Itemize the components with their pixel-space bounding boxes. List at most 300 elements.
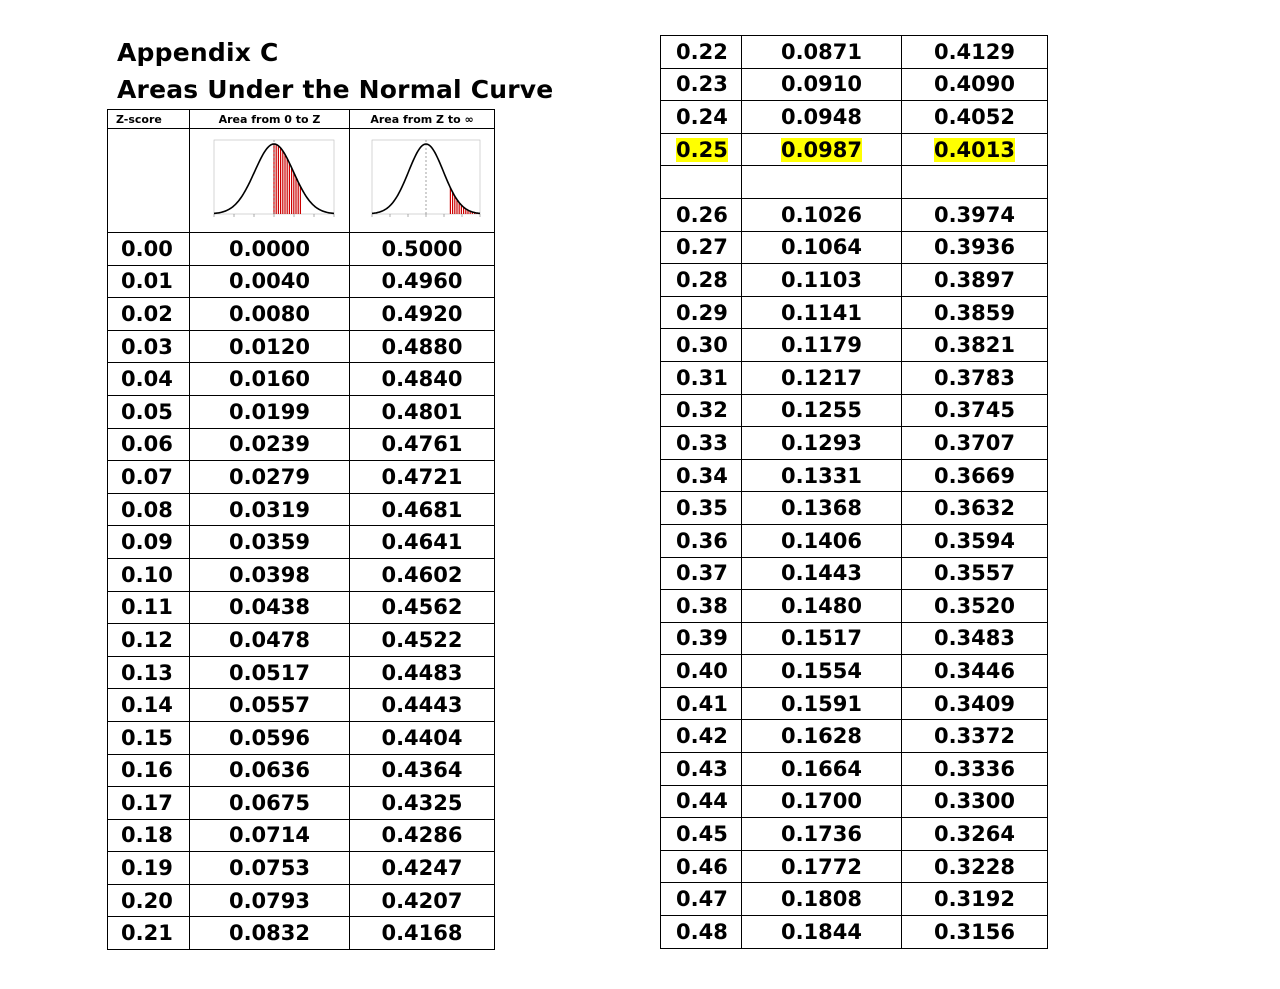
z-table-right	[660, 35, 1048, 949]
cell-value: 0.3372	[933, 724, 1016, 749]
area-0-to-z-cell	[742, 916, 902, 949]
table-row	[661, 427, 1048, 460]
area-z-to-infinity-cell	[902, 524, 1048, 557]
table-row	[661, 231, 1048, 264]
cell-value: 0.1443	[780, 561, 863, 586]
area-0-to-z-cell	[742, 101, 902, 134]
area-z-to-infinity-cell	[902, 394, 1048, 427]
table-row	[108, 656, 495, 689]
area-0-to-z-cell	[742, 231, 902, 264]
table-row	[108, 591, 495, 624]
figure-cell-z-to-infinity	[350, 129, 495, 233]
table-row	[108, 298, 495, 331]
header-area-z-to-infinity: Area from Z to ∞	[350, 110, 495, 129]
z-score-cell	[661, 296, 742, 329]
cell-value: 0.1628	[780, 724, 863, 749]
z-score-cell	[108, 363, 190, 396]
cell-value: 0.11	[121, 595, 173, 620]
area-z-to-infinity-cell	[902, 361, 1048, 394]
cell-value: 0.19	[121, 856, 173, 881]
area-z-to-infinity-cell	[902, 133, 1048, 166]
z-score-cell	[108, 233, 190, 266]
cell-value: 0.0793	[228, 888, 311, 913]
area-0-to-z-cell	[742, 524, 902, 557]
table-row	[108, 917, 495, 950]
cell-value: 0.3557	[933, 561, 1016, 586]
normal-curve-area-z-to-infinity-icon	[358, 136, 486, 226]
area-0-to-z-cell	[742, 850, 902, 883]
area-0-to-z-cell	[190, 493, 350, 526]
area-0-to-z-cell	[742, 198, 902, 231]
area-z-to-infinity-cell	[350, 852, 495, 885]
table-row	[661, 198, 1048, 231]
cell-value: 0.0557	[228, 693, 311, 718]
cell-value: 0.0120	[228, 334, 311, 359]
table-row	[661, 133, 1048, 166]
area-z-to-infinity-cell	[350, 819, 495, 852]
cell-value: 0.0000	[228, 236, 311, 261]
table-row	[661, 590, 1048, 623]
cell-value: 0.3336	[933, 756, 1016, 781]
z-score-cell	[108, 884, 190, 917]
cell-value: 0.4129	[933, 39, 1016, 64]
cell-value: 0.0199	[228, 399, 311, 424]
cell-value: 0.0636	[228, 758, 311, 783]
table-row	[661, 818, 1048, 851]
table-row	[661, 720, 1048, 753]
cell-value: 0.06	[121, 432, 173, 457]
area-0-to-z-cell	[742, 133, 902, 166]
table-row	[661, 916, 1048, 949]
cell-value: 0.15	[121, 725, 173, 750]
header-area-0-to-z: Area from 0 to Z	[190, 110, 350, 129]
cell-value: 0.28	[676, 267, 728, 292]
cell-value: 0.4168	[381, 921, 463, 946]
blank-cell	[661, 166, 742, 199]
cell-value: 0.1700	[780, 789, 863, 814]
table-row	[108, 265, 495, 298]
area-z-to-infinity-cell	[350, 298, 495, 331]
cell-value: 0.13	[121, 660, 173, 685]
cell-value: 0.0910	[780, 72, 863, 97]
cell-value: 0.4207	[381, 888, 463, 913]
cell-value: 0.21	[121, 921, 173, 946]
cell-value: 0.3409	[933, 691, 1016, 716]
table-row	[108, 754, 495, 787]
area-0-to-z-cell	[190, 265, 350, 298]
cell-value: 0.4247	[381, 856, 463, 881]
cell-value: 0.0279	[228, 464, 311, 489]
cell-value: 0.1554	[780, 659, 863, 684]
cell-value: 0.1772	[780, 854, 863, 879]
z-score-cell	[108, 787, 190, 820]
area-0-to-z-cell	[190, 591, 350, 624]
area-0-to-z-cell	[190, 298, 350, 331]
appendix-label: Appendix C	[117, 38, 279, 67]
area-z-to-infinity-cell	[902, 557, 1048, 590]
cell-value: 0.4325	[381, 790, 463, 815]
area-z-to-infinity-cell	[902, 329, 1048, 362]
area-0-to-z-cell	[190, 624, 350, 657]
cell-value: 0.3859	[933, 300, 1016, 325]
cell-value: 0.3897	[933, 267, 1016, 292]
cell-value: 0.1026	[780, 202, 863, 227]
z-score-cell	[661, 916, 742, 949]
z-score-cell	[661, 492, 742, 525]
cell-value: 0.1141	[780, 300, 863, 325]
z-score-cell	[108, 656, 190, 689]
cell-value: 0.1844	[780, 919, 863, 944]
cell-value: 0.4443	[381, 693, 463, 718]
area-z-to-infinity-cell	[902, 68, 1048, 101]
z-score-cell	[108, 689, 190, 722]
area-z-to-infinity-cell	[902, 590, 1048, 623]
normal-curve-area-0-to-z-icon	[200, 136, 340, 226]
area-0-to-z-cell	[190, 526, 350, 559]
cell-value: 0.5000	[381, 236, 463, 261]
area-z-to-infinity-cell	[350, 656, 495, 689]
area-0-to-z-cell	[742, 785, 902, 818]
z-score-cell	[661, 264, 742, 297]
cell-value: 0.3821	[933, 333, 1016, 358]
area-z-to-infinity-cell	[350, 265, 495, 298]
area-z-to-infinity-cell	[902, 427, 1048, 460]
cell-value: 0.38	[676, 593, 728, 618]
z-score-cell	[661, 68, 742, 101]
area-0-to-z-cell	[742, 296, 902, 329]
cell-value: 0.3446	[933, 659, 1016, 684]
cell-value: 0.4562	[381, 595, 463, 620]
cell-value: 0.3783	[933, 365, 1016, 390]
area-0-to-z-cell	[190, 917, 350, 950]
table-row	[661, 361, 1048, 394]
area-0-to-z-cell	[742, 687, 902, 720]
cell-value: 0.12	[121, 627, 173, 652]
cell-value: 0.0675	[228, 790, 311, 815]
table-row	[661, 68, 1048, 101]
cell-value: 0.4013	[933, 137, 1016, 162]
cell-value: 0.26	[676, 202, 728, 227]
cell-value: 0.07	[121, 464, 173, 489]
cell-value: 0.36	[676, 528, 728, 553]
cell-value: 0.0871	[780, 39, 863, 64]
cell-value: 0.0948	[780, 104, 863, 129]
cell-value: 0.46	[676, 854, 728, 879]
cell-value: 0.0987	[780, 137, 863, 162]
z-score-cell	[661, 557, 742, 590]
z-score-cell	[108, 265, 190, 298]
cell-value: 0.4681	[381, 497, 463, 522]
z-score-cell	[661, 101, 742, 134]
area-0-to-z-cell	[742, 394, 902, 427]
cell-value: 0.1179	[780, 333, 863, 358]
cell-value: 0.3520	[933, 593, 1016, 618]
z-score-cell	[661, 753, 742, 786]
cell-value: 0.29	[676, 300, 728, 325]
area-z-to-infinity-cell	[350, 624, 495, 657]
area-z-to-infinity-cell	[902, 231, 1048, 264]
cell-value: 0.40	[676, 659, 728, 684]
table-row	[661, 329, 1048, 362]
area-0-to-z-cell	[742, 68, 902, 101]
z-score-cell	[108, 819, 190, 852]
cell-value: 0.0478	[228, 627, 311, 652]
cell-value: 0.30	[676, 333, 728, 358]
table-row	[661, 459, 1048, 492]
cell-value: 0.4761	[381, 432, 463, 457]
area-0-to-z-cell	[190, 819, 350, 852]
cell-value: 0.20	[121, 888, 173, 913]
cell-value: 0.27	[676, 235, 728, 260]
cell-value: 0.3974	[933, 202, 1016, 227]
area-z-to-infinity-cell	[350, 689, 495, 722]
area-z-to-infinity-cell	[350, 363, 495, 396]
z-score-cell	[661, 818, 742, 851]
cell-value: 0.0359	[228, 530, 311, 555]
z-score-cell	[661, 361, 742, 394]
z-score-cell	[661, 687, 742, 720]
figure-cell-0-to-z	[190, 129, 350, 233]
z-score-cell	[108, 526, 190, 559]
cell-value: 0.0319	[228, 497, 311, 522]
area-z-to-infinity-cell	[902, 459, 1048, 492]
area-z-to-infinity-cell	[902, 101, 1048, 134]
area-z-to-infinity-cell	[902, 687, 1048, 720]
area-z-to-infinity-cell	[350, 721, 495, 754]
cell-value: 0.0160	[228, 367, 311, 392]
z-score-cell	[661, 329, 742, 362]
cell-value: 0.0040	[228, 269, 311, 294]
figure-row	[108, 129, 495, 233]
cell-value: 0.34	[676, 463, 728, 488]
z-score-cell	[108, 624, 190, 657]
cell-value: 0.03	[121, 334, 173, 359]
table-row	[661, 101, 1048, 134]
table-row	[661, 557, 1048, 590]
cell-value: 0.33	[676, 430, 728, 455]
z-score-cell	[108, 721, 190, 754]
cell-value: 0.1255	[780, 398, 863, 423]
area-z-to-infinity-cell	[350, 884, 495, 917]
area-0-to-z-cell	[742, 655, 902, 688]
cell-value: 0.48	[676, 919, 728, 944]
table-row	[108, 721, 495, 754]
area-0-to-z-cell	[190, 689, 350, 722]
z-score-cell	[108, 754, 190, 787]
area-0-to-z-cell	[742, 818, 902, 851]
table-row	[108, 363, 495, 396]
cell-value: 0.3300	[933, 789, 1016, 814]
area-0-to-z-cell	[190, 363, 350, 396]
cell-value: 0.04	[121, 367, 173, 392]
table-row	[661, 687, 1048, 720]
cell-value: 0.3707	[933, 430, 1016, 455]
z-score-cell	[108, 558, 190, 591]
cell-value: 0.0596	[228, 725, 311, 750]
area-z-to-infinity-cell	[350, 395, 495, 428]
cell-value: 0.4880	[381, 334, 463, 359]
area-0-to-z-cell	[190, 754, 350, 787]
area-z-to-infinity-cell	[902, 883, 1048, 916]
area-z-to-infinity-cell	[350, 461, 495, 494]
z-score-cell	[661, 590, 742, 623]
cell-value: 0.01	[121, 269, 173, 294]
area-z-to-infinity-cell	[902, 753, 1048, 786]
cell-value: 0.0832	[228, 921, 311, 946]
area-0-to-z-cell	[190, 233, 350, 266]
blank-cell	[902, 166, 1048, 199]
table-row	[661, 296, 1048, 329]
area-0-to-z-cell	[742, 427, 902, 460]
area-z-to-infinity-cell	[350, 558, 495, 591]
area-z-to-infinity-cell	[902, 818, 1048, 851]
table-row	[661, 492, 1048, 525]
area-z-to-infinity-cell	[902, 36, 1048, 69]
cell-value: 0.1808	[780, 887, 863, 912]
area-0-to-z-cell	[190, 852, 350, 885]
cell-value: 0.3264	[933, 822, 1016, 847]
area-z-to-infinity-cell	[350, 526, 495, 559]
cell-value: 0.3745	[933, 398, 1016, 423]
cell-value: 0.43	[676, 756, 728, 781]
z-score-cell	[108, 591, 190, 624]
z-score-cell	[661, 883, 742, 916]
cell-value: 0.4483	[381, 660, 463, 685]
cell-value: 0.4364	[381, 758, 463, 783]
table-row	[661, 753, 1048, 786]
cell-value: 0.3483	[933, 626, 1016, 651]
table-row	[661, 850, 1048, 883]
table-row	[108, 526, 495, 559]
cell-value: 0.1103	[780, 267, 863, 292]
cell-value: 0.16	[121, 758, 173, 783]
z-score-cell	[108, 298, 190, 331]
area-0-to-z-cell	[190, 884, 350, 917]
page-title: Areas Under the Normal Curve	[117, 75, 554, 104]
area-z-to-infinity-cell	[902, 785, 1048, 818]
cell-value: 0.3594	[933, 528, 1016, 553]
area-z-to-infinity-cell	[902, 198, 1048, 231]
z-score-cell	[108, 852, 190, 885]
cell-value: 0.05	[121, 399, 173, 424]
cell-value: 0.4286	[381, 823, 463, 848]
area-0-to-z-cell	[742, 590, 902, 623]
area-0-to-z-cell	[190, 656, 350, 689]
cell-value: 0.3156	[933, 919, 1016, 944]
cell-value: 0.1736	[780, 822, 863, 847]
z-score-cell	[661, 655, 742, 688]
cell-value: 0.4522	[381, 627, 463, 652]
cell-value: 0.1217	[780, 365, 863, 390]
z-score-cell	[108, 330, 190, 363]
cell-value: 0.23	[676, 72, 728, 97]
cell-value: 0.0753	[228, 856, 311, 881]
cell-value: 0.3669	[933, 463, 1016, 488]
cell-value: 0.4641	[381, 530, 463, 555]
cell-value: 0.4920	[381, 301, 463, 326]
cell-value: 0.3192	[933, 887, 1016, 912]
area-0-to-z-cell	[742, 361, 902, 394]
table-row	[108, 395, 495, 428]
cell-value: 0.32	[676, 398, 728, 423]
cell-value: 0.1480	[780, 593, 863, 618]
table-row	[661, 36, 1048, 69]
table-row	[108, 787, 495, 820]
z-score-cell	[661, 198, 742, 231]
cell-value: 0.10	[121, 562, 173, 587]
cell-value: 0.1591	[780, 691, 863, 716]
area-0-to-z-cell	[190, 787, 350, 820]
cell-value: 0.4602	[381, 562, 463, 587]
z-table-left	[107, 109, 495, 950]
cell-value: 0.0239	[228, 432, 311, 457]
cell-value: 0.4721	[381, 464, 463, 489]
area-0-to-z-cell	[742, 492, 902, 525]
cell-value: 0.4052	[933, 104, 1016, 129]
cell-value: 0.1664	[780, 756, 863, 781]
area-0-to-z-cell	[190, 721, 350, 754]
header-z-score: Z-score	[108, 110, 190, 129]
table-row	[661, 622, 1048, 655]
table-row	[108, 233, 495, 266]
area-z-to-infinity-cell	[902, 492, 1048, 525]
table-row	[108, 884, 495, 917]
cell-value: 0.0517	[228, 660, 311, 685]
table-row	[108, 558, 495, 591]
cell-value: 0.3632	[933, 496, 1016, 521]
blank-cell	[742, 166, 902, 199]
cell-value: 0.31	[676, 365, 728, 390]
figure-empty-cell	[108, 129, 190, 233]
cell-value: 0.22	[676, 39, 728, 64]
cell-value: 0.4090	[933, 72, 1016, 97]
z-score-cell	[661, 622, 742, 655]
area-z-to-infinity-cell	[902, 264, 1048, 297]
z-score-cell	[661, 459, 742, 492]
area-0-to-z-cell	[190, 428, 350, 461]
table-row	[108, 428, 495, 461]
table-row	[108, 819, 495, 852]
area-0-to-z-cell	[742, 264, 902, 297]
area-0-to-z-cell	[742, 557, 902, 590]
cell-value: 0.0438	[228, 595, 311, 620]
z-score-cell	[108, 917, 190, 950]
area-0-to-z-cell	[190, 558, 350, 591]
normal-curve	[372, 144, 480, 213]
area-z-to-infinity-cell	[902, 916, 1048, 949]
table-row	[661, 524, 1048, 557]
cell-value: 0.4404	[381, 725, 463, 750]
area-z-to-infinity-cell	[902, 720, 1048, 753]
z-score-cell	[661, 36, 742, 69]
area-z-to-infinity-cell	[350, 917, 495, 950]
cell-value: 0.1331	[780, 463, 863, 488]
area-z-to-infinity-cell	[350, 428, 495, 461]
cell-value: 0.47	[676, 887, 728, 912]
cell-value: 0.39	[676, 626, 728, 651]
cell-value: 0.14	[121, 693, 173, 718]
cell-value: 0.1517	[780, 626, 863, 651]
cell-value: 0.4840	[381, 367, 463, 392]
z-score-cell	[108, 428, 190, 461]
cell-value: 0.02	[121, 301, 173, 326]
table-row	[108, 852, 495, 885]
z-score-cell	[661, 850, 742, 883]
cell-value: 0.37	[676, 561, 728, 586]
area-z-to-infinity-cell	[350, 787, 495, 820]
table-row	[108, 461, 495, 494]
z-score-cell	[108, 493, 190, 526]
